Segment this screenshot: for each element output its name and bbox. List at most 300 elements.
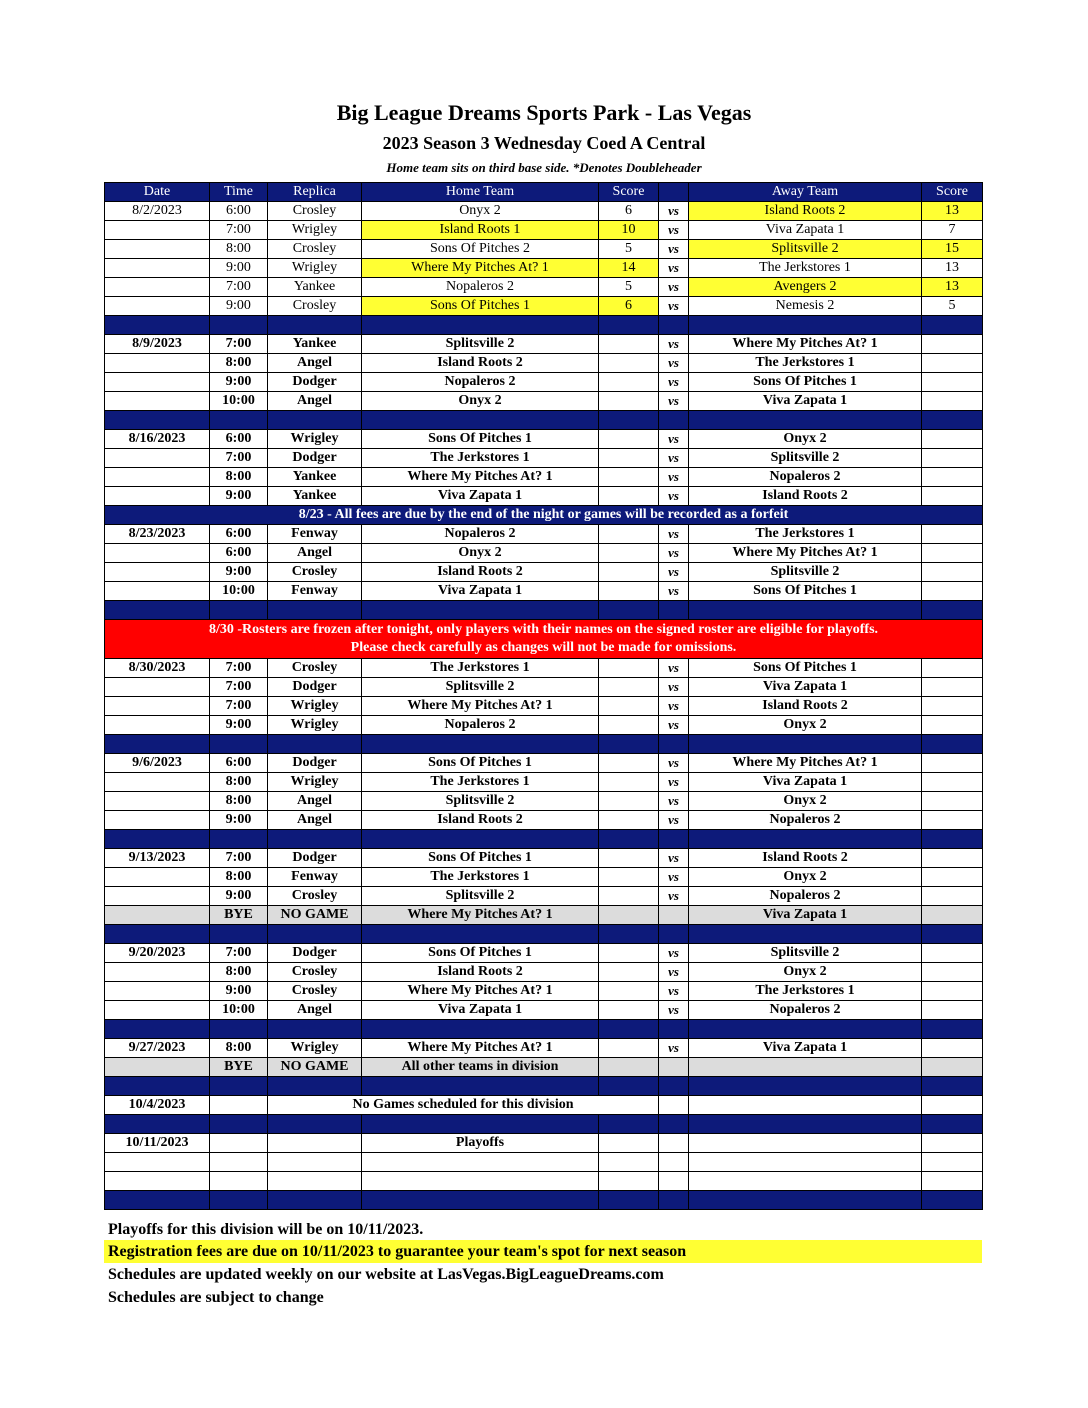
date-cell	[105, 449, 210, 468]
separator-cell	[689, 1077, 922, 1096]
time-cell: 9:00	[210, 487, 268, 506]
vs-cell: vs	[659, 582, 689, 601]
table-row	[105, 278, 983, 297]
time-cell: 9:00	[210, 297, 268, 316]
replica-cell: Crosley	[268, 240, 362, 259]
time-cell	[210, 1172, 268, 1191]
col-header-vs	[659, 183, 689, 202]
week-separator-row	[105, 1115, 983, 1134]
home-score-cell	[599, 906, 659, 925]
home-score-cell	[599, 1039, 659, 1058]
home-score-cell	[599, 373, 659, 392]
separator-cell	[922, 735, 983, 754]
table-row	[105, 1153, 983, 1172]
time-cell: 10:00	[210, 392, 268, 411]
away-score-cell	[922, 849, 983, 868]
home-team-cell: Island Roots 2	[362, 563, 599, 582]
away-team-cell: Onyx 2	[689, 792, 922, 811]
date-cell: 8/23/2023	[105, 525, 210, 544]
home-score-cell	[599, 982, 659, 1001]
away-team-cell: Viva Zapata 1	[689, 906, 922, 925]
separator-cell	[922, 830, 983, 849]
col-header-away-score: Score	[922, 183, 983, 202]
replica-cell: Crosley	[268, 659, 362, 678]
time-cell: 7:00	[210, 697, 268, 716]
vs-cell: vs	[659, 278, 689, 297]
home-score-cell: 5	[599, 278, 659, 297]
separator-cell	[659, 1115, 689, 1134]
separator-cell	[689, 1191, 922, 1210]
separator-cell	[268, 1191, 362, 1210]
away-score-cell: 5	[922, 297, 983, 316]
home-team-cell: Viva Zapata 1	[362, 1001, 599, 1020]
table-row	[105, 487, 983, 506]
replica-cell: Wrigley	[268, 697, 362, 716]
vs-cell: vs	[659, 221, 689, 240]
table-row	[105, 887, 983, 906]
away-score-cell	[922, 468, 983, 487]
separator-cell	[599, 830, 659, 849]
home-score-cell	[599, 1172, 659, 1191]
separator-cell	[922, 316, 983, 335]
time-cell: 8:00	[210, 240, 268, 259]
date-cell: 9/20/2023	[105, 944, 210, 963]
table-row	[105, 221, 983, 240]
home-score-cell	[599, 525, 659, 544]
week-separator-row	[105, 601, 983, 620]
replica-cell: Fenway	[268, 868, 362, 887]
time-cell: 6:00	[210, 430, 268, 449]
vs-cell: vs	[659, 678, 689, 697]
time-cell: 7:00	[210, 944, 268, 963]
separator-cell	[210, 1020, 268, 1039]
table-row	[105, 773, 983, 792]
time-cell: 8:00	[210, 792, 268, 811]
separator-cell	[268, 735, 362, 754]
home-team-cell: Nopaleros 2	[362, 525, 599, 544]
table-row	[105, 754, 983, 773]
separator-cell	[105, 316, 210, 335]
col-header-home-score: Score	[599, 183, 659, 202]
time-cell: 7:00	[210, 221, 268, 240]
vs-cell: vs	[659, 1001, 689, 1020]
replica-cell: Crosley	[268, 202, 362, 221]
time-cell: 6:00	[210, 202, 268, 221]
home-score-cell	[599, 335, 659, 354]
date-cell	[105, 792, 210, 811]
away-team-cell	[689, 1058, 922, 1077]
alert-line-1: 8/30 -Rosters are frozen after tonight, only players with their names on the signed roster are eligible for playoffs.	[208, 622, 879, 637]
home-team-cell: Sons Of Pitches 1	[362, 297, 599, 316]
separator-cell	[210, 411, 268, 430]
home-score-cell	[599, 773, 659, 792]
time-cell: 9:00	[210, 563, 268, 582]
away-team-cell: Viva Zapata 1	[689, 1039, 922, 1058]
separator-cell	[599, 601, 659, 620]
time-cell: 6:00	[210, 754, 268, 773]
away-score-cell	[922, 1001, 983, 1020]
away-team-cell: The Jerkstores 1	[689, 525, 922, 544]
home-team-cell: Island Roots 2	[362, 811, 599, 830]
date-cell	[105, 887, 210, 906]
separator-cell	[922, 411, 983, 430]
home-score-cell	[599, 1153, 659, 1172]
empty-cell	[659, 1096, 689, 1115]
separator-cell	[268, 316, 362, 335]
vs-cell: vs	[659, 373, 689, 392]
date-cell	[105, 716, 210, 735]
date-cell	[105, 354, 210, 373]
date-cell	[105, 221, 210, 240]
separator-cell	[689, 411, 922, 430]
away-score-cell	[922, 1058, 983, 1077]
away-score-cell	[922, 1039, 983, 1058]
separator-cell	[362, 1191, 599, 1210]
away-team-cell: Viva Zapata 1	[689, 221, 922, 240]
table-row	[105, 697, 983, 716]
separator-cell	[105, 735, 210, 754]
alert-line-2: Please check carefully as changes will not be made for omissions.	[350, 640, 737, 655]
vs-cell: vs	[659, 259, 689, 278]
table-header-row	[105, 183, 983, 202]
vs-cell: vs	[659, 868, 689, 887]
separator-cell	[268, 1077, 362, 1096]
home-score-cell	[599, 1058, 659, 1077]
col-header-home-team: Home Team	[362, 183, 599, 202]
separator-cell	[689, 316, 922, 335]
home-team-cell: Where My Pitches At? 1	[362, 982, 599, 1001]
home-score-cell	[599, 811, 659, 830]
replica-cell: Wrigley	[268, 716, 362, 735]
date-cell	[105, 392, 210, 411]
week-separator-row	[105, 1020, 983, 1039]
week-separator-row	[105, 1191, 983, 1210]
week-separator-row	[105, 1077, 983, 1096]
home-team-cell: All other teams in division	[362, 1058, 599, 1077]
replica-cell: Wrigley	[268, 430, 362, 449]
away-team-cell: Nopaleros 2	[689, 1001, 922, 1020]
week-separator-row	[105, 735, 983, 754]
time-cell: 7:00	[210, 278, 268, 297]
date-cell	[105, 259, 210, 278]
table-row	[105, 1096, 983, 1115]
week-separator-row	[105, 830, 983, 849]
separator-cell	[659, 925, 689, 944]
separator-cell	[105, 411, 210, 430]
page-title: Big League Dreams Sports Park - Las Vegas	[336, 100, 752, 125]
separator-cell	[362, 411, 599, 430]
separator-cell	[210, 1115, 268, 1134]
replica-cell: Angel	[268, 392, 362, 411]
date-cell	[105, 963, 210, 982]
time-cell: 10:00	[210, 1001, 268, 1020]
notice-row	[105, 506, 983, 525]
vs-cell: vs	[659, 354, 689, 373]
notice-text: 8/23 - All fees are due by the end of the night or games will be recorded as a forfeit	[105, 506, 983, 525]
home-score-cell: 10	[599, 221, 659, 240]
date-cell	[105, 906, 210, 925]
table-row	[105, 563, 983, 582]
week-separator-row	[105, 925, 983, 944]
vs-cell: vs	[659, 297, 689, 316]
separator-cell	[362, 1077, 599, 1096]
away-score-cell	[922, 544, 983, 563]
replica-cell: Yankee	[268, 278, 362, 297]
change-note: Schedules are subject to change	[108, 1289, 324, 1306]
away-team-cell: The Jerkstores 1	[689, 982, 922, 1001]
away-team-cell: Where My Pitches At? 1	[689, 754, 922, 773]
playoffs-note: Playoffs for this division will be on 10/11/2023.	[108, 1221, 424, 1238]
vs-cell: vs	[659, 240, 689, 259]
time-cell: 8:00	[210, 1039, 268, 1058]
separator-cell	[210, 601, 268, 620]
empty-cell	[922, 1096, 983, 1115]
table-row	[105, 392, 983, 411]
week-separator-row	[105, 316, 983, 335]
home-score-cell	[599, 1001, 659, 1020]
table-row	[105, 1172, 983, 1191]
replica-cell: Angel	[268, 811, 362, 830]
vs-cell: vs	[659, 202, 689, 221]
away-score-cell	[922, 697, 983, 716]
away-team-cell: Viva Zapata 1	[689, 392, 922, 411]
date-cell: 9/6/2023	[105, 754, 210, 773]
home-team-cell: Sons Of Pitches 1	[362, 754, 599, 773]
separator-cell	[362, 316, 599, 335]
time-cell: 7:00	[210, 849, 268, 868]
home-team-cell: Where My Pitches At? 1	[362, 1039, 599, 1058]
replica-cell: Angel	[268, 792, 362, 811]
separator-cell	[689, 1115, 922, 1134]
home-team-cell: Island Roots 1	[362, 221, 599, 240]
time-cell: 9:00	[210, 887, 268, 906]
replica-cell: Wrigley	[268, 1039, 362, 1058]
col-header-replica: Replica	[268, 183, 362, 202]
date-cell: 8/9/2023	[105, 335, 210, 354]
time-cell: BYE	[210, 1058, 268, 1077]
replica-cell: Wrigley	[268, 773, 362, 792]
home-team-cell: Island Roots 2	[362, 354, 599, 373]
separator-cell	[599, 316, 659, 335]
home-team-cell: Nopaleros 2	[362, 278, 599, 297]
home-team-cell: Onyx 2	[362, 202, 599, 221]
away-score-cell	[922, 354, 983, 373]
separator-cell	[105, 925, 210, 944]
separator-cell	[659, 1077, 689, 1096]
away-score-cell	[922, 430, 983, 449]
separator-cell	[922, 1191, 983, 1210]
table-row	[105, 297, 983, 316]
table-row	[105, 716, 983, 735]
separator-cell	[210, 316, 268, 335]
vs-cell: vs	[659, 716, 689, 735]
separator-cell	[599, 1115, 659, 1134]
replica-cell: Angel	[268, 354, 362, 373]
away-score-cell: 13	[922, 202, 983, 221]
home-team-cell	[362, 1172, 599, 1191]
away-score-cell: 13	[922, 259, 983, 278]
time-cell: 7:00	[210, 449, 268, 468]
vs-cell: vs	[659, 792, 689, 811]
vs-cell: vs	[659, 659, 689, 678]
date-cell	[105, 487, 210, 506]
home-team-cell: The Jerkstores 1	[362, 868, 599, 887]
date-cell	[105, 297, 210, 316]
home-score-cell	[599, 716, 659, 735]
table-row	[105, 678, 983, 697]
away-team-cell: Viva Zapata 1	[689, 678, 922, 697]
away-team-cell	[689, 1153, 922, 1172]
home-team-cell: The Jerkstores 1	[362, 449, 599, 468]
separator-cell	[210, 925, 268, 944]
away-team-cell	[689, 1134, 922, 1153]
home-team-cell: Sons Of Pitches 1	[362, 849, 599, 868]
home-score-cell	[599, 582, 659, 601]
home-team-cell: Sons Of Pitches 1	[362, 430, 599, 449]
alert-row	[105, 620, 983, 659]
home-team-cell: Splitsville 2	[362, 792, 599, 811]
table-row	[105, 259, 983, 278]
home-team-cell: Viva Zapata 1	[362, 582, 599, 601]
away-team-cell: Onyx 2	[689, 716, 922, 735]
away-score-cell	[922, 487, 983, 506]
vs-cell: vs	[659, 982, 689, 1001]
away-team-cell: Where My Pitches At? 1	[689, 544, 922, 563]
replica-cell: Wrigley	[268, 221, 362, 240]
separator-cell	[659, 316, 689, 335]
away-score-cell	[922, 944, 983, 963]
date-cell: 8/16/2023	[105, 430, 210, 449]
home-score-cell	[599, 963, 659, 982]
time-cell: 9:00	[210, 982, 268, 1001]
separator-cell	[659, 735, 689, 754]
table-row	[105, 963, 983, 982]
away-score-cell	[922, 716, 983, 735]
vs-cell: vs	[659, 468, 689, 487]
separator-cell	[268, 1115, 362, 1134]
separator-cell	[362, 925, 599, 944]
table-row	[105, 544, 983, 563]
vs-cell: vs	[659, 449, 689, 468]
away-team-cell: Avengers 2	[689, 278, 922, 297]
home-team-cell: Onyx 2	[362, 544, 599, 563]
vs-cell	[659, 1153, 689, 1172]
home-score-cell	[599, 868, 659, 887]
table-row	[105, 335, 983, 354]
replica-cell: Dodger	[268, 678, 362, 697]
away-score-cell	[922, 563, 983, 582]
vs-cell: vs	[659, 544, 689, 563]
home-score-cell	[599, 659, 659, 678]
date-cell	[105, 563, 210, 582]
vs-cell: vs	[659, 697, 689, 716]
date-cell	[105, 982, 210, 1001]
home-score-cell	[599, 430, 659, 449]
week-separator-row	[105, 411, 983, 430]
table-row	[105, 1001, 983, 1020]
time-cell	[210, 1134, 268, 1153]
home-team-cell: Splitsville 2	[362, 887, 599, 906]
time-cell: 9:00	[210, 716, 268, 735]
replica-cell	[268, 1172, 362, 1191]
away-score-cell	[922, 887, 983, 906]
separator-cell	[105, 601, 210, 620]
date-cell	[105, 373, 210, 392]
date-cell	[105, 1153, 210, 1172]
replica-cell: Dodger	[268, 944, 362, 963]
registration-note: Registration fees are due on 10/11/2023 to guarantee your team's spot for next season	[104, 1240, 982, 1263]
separator-cell	[922, 1115, 983, 1134]
vs-cell	[659, 906, 689, 925]
home-score-cell	[599, 468, 659, 487]
away-score-cell: 7	[922, 221, 983, 240]
replica-cell	[268, 1134, 362, 1153]
away-score-cell	[922, 792, 983, 811]
away-team-cell: The Jerkstores 1	[689, 354, 922, 373]
away-team-cell: Nopaleros 2	[689, 811, 922, 830]
time-cell: 6:00	[210, 525, 268, 544]
home-score-cell	[599, 1134, 659, 1153]
date-cell	[105, 678, 210, 697]
away-team-cell: Island Roots 2	[689, 487, 922, 506]
separator-cell	[210, 1077, 268, 1096]
separator-cell	[599, 411, 659, 430]
replica-cell: Crosley	[268, 297, 362, 316]
separator-cell	[659, 411, 689, 430]
separator-cell	[599, 1077, 659, 1096]
schedule-table	[104, 182, 983, 1210]
home-team-cell: Sons Of Pitches 2	[362, 240, 599, 259]
home-team-cell: Where My Pitches At? 1	[362, 697, 599, 716]
date-cell: 8/2/2023	[105, 202, 210, 221]
date-cell	[105, 544, 210, 563]
time-cell	[210, 1153, 268, 1172]
replica-cell	[268, 1153, 362, 1172]
date-cell: 8/30/2023	[105, 659, 210, 678]
away-score-cell	[922, 982, 983, 1001]
separator-cell	[210, 1191, 268, 1210]
date-cell	[105, 868, 210, 887]
away-score-cell	[922, 1134, 983, 1153]
col-header-time: Time	[210, 183, 268, 202]
time-cell: 7:00	[210, 335, 268, 354]
away-score-cell	[922, 811, 983, 830]
away-team-cell	[689, 1172, 922, 1191]
away-team-cell: Splitsville 2	[689, 449, 922, 468]
vs-cell: vs	[659, 487, 689, 506]
vs-cell: vs	[659, 811, 689, 830]
table-row	[105, 944, 983, 963]
separator-cell	[922, 1020, 983, 1039]
replica-cell: Dodger	[268, 849, 362, 868]
time-cell: 9:00	[210, 373, 268, 392]
replica-cell: Dodger	[268, 373, 362, 392]
table-row	[105, 659, 983, 678]
time-cell: 7:00	[210, 659, 268, 678]
away-team-cell: Nopaleros 2	[689, 468, 922, 487]
separator-cell	[210, 830, 268, 849]
home-score-cell	[599, 678, 659, 697]
table-row	[105, 449, 983, 468]
away-team-cell: Island Roots 2	[689, 849, 922, 868]
table-row	[105, 849, 983, 868]
home-team-cell	[362, 1153, 599, 1172]
away-team-cell: Where My Pitches At? 1	[689, 335, 922, 354]
vs-cell: vs	[659, 754, 689, 773]
separator-cell	[599, 735, 659, 754]
time-cell: 9:00	[210, 811, 268, 830]
home-score-cell	[599, 944, 659, 963]
